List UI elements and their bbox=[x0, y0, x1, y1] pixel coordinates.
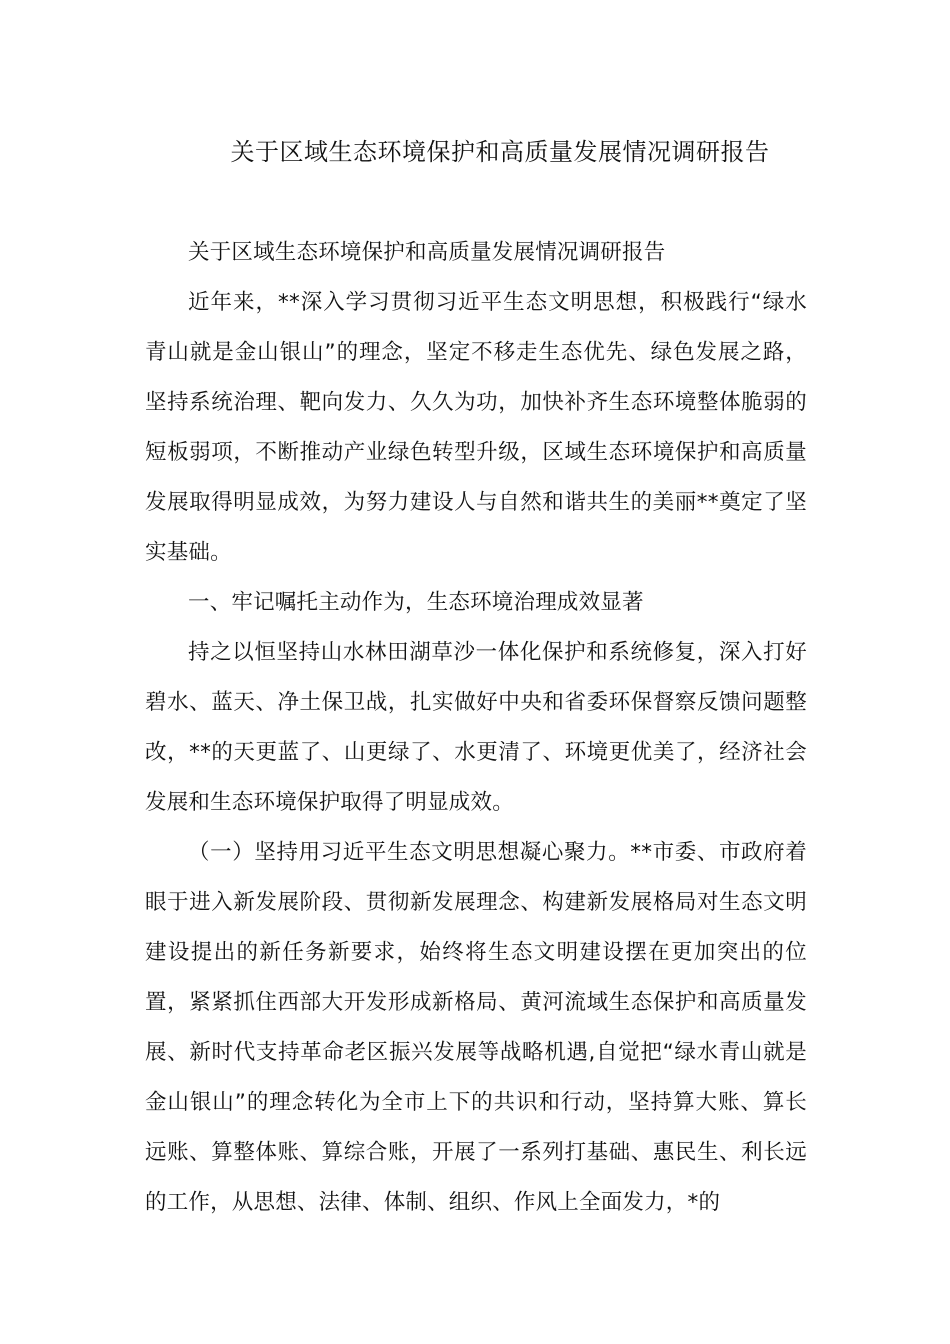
document-body bbox=[145, 228, 807, 1228]
paragraph-intro: 近年来，**深入学习贯彻习近平生态文明思想，积极践行“绿水青山就是金山银山”的理念，坚定不移走生态优先、绿色发展之路，坚持系统治理、靶向发力、久久为功，加快补齐生态环境整体脆弱的短板弱项，不断推动产业绿色转型升级，区域生态环境保护和高质量发展取得明显成效，为努力建设人与自然和谐共生的美丽**奠定了坚实基础。 bbox=[145, 290, 807, 565]
section-heading-1: 一、牢记嘱托主动作为，生态环境治理成效显著 bbox=[188, 590, 644, 615]
document-title: 关于区域生态环境保护和高质量发展情况调研报告 bbox=[230, 138, 770, 166]
paragraph-section-1: 持之以恒坚持山水林田湖草沙一体化保护和系统修复，深入打好碧水、蓝天、净土保卫战，扎实做好中央和省委环保督察反馈问题整改，**的天更蓝了、山更绿了、水更清了、环境更优美了，经济社会发展和生态环境保护取得了明显成效。 bbox=[145, 640, 807, 815]
paragraph-subsection-1: （一）坚持用习近平生态文明思想凝心聚力。**市委、市政府着眼于进入新发展阶段、贯彻新发展理念、构建新发展格局对生态文明建设提出的新任务新要求，始终将生态文明建设摆在更加突出的位置，紧紧抓住西部大开发形成新格局、黄河流域生态保护和高质量发展、新时代支持革命老区振兴发展等战略机遇,自觉把“绿水青山就是金山银山”的理念转化为全市上下的共识和行动，坚持算大账、算长远账、算整体账、算综合账，开展了一系列打基础、惠民生、利长远的工作，从思想、法律、体制、组织、作风上全面发力，*的 bbox=[145, 840, 807, 1215]
paragraph-repeated-title: 关于区域生态环境保护和高质量发展情况调研报告 bbox=[188, 240, 666, 265]
